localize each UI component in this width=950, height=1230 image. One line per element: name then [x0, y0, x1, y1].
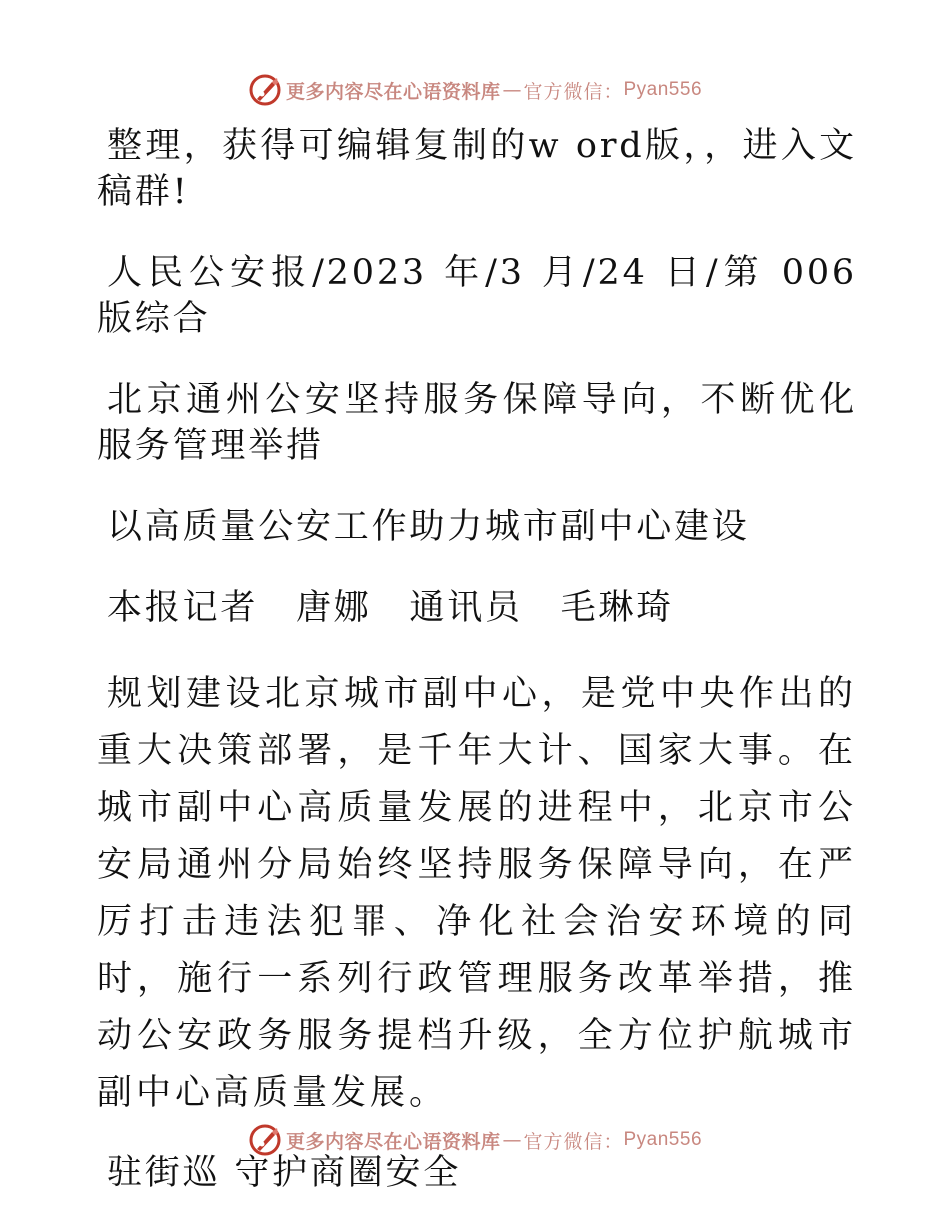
- section-heading: 驻街巡 守护商圈安全: [107, 1153, 462, 1193]
- body-paragraph: 规划建设北京城市副中心，是党中央作出的重大决策部署，是千年大计、国家大事。在城市副中心高质量发展的进程中，北京市公安局通州分局始终坚持服务保障导向，在严厉打击违法犯罪、净化社会治安环境的同时，施行一系列行政管理服务改革举措，推动公安政务服务提档升级，全方位护航城市副中心高质量发展。: [97, 674, 857, 1113]
- promo-note: 整理，获得可编辑复制的w ord版，，进入文稿群!: [97, 126, 857, 212]
- watermark-separator: —: [502, 1129, 522, 1151]
- watermark-text: 更多内容尽在心语资料库: [285, 80, 501, 103]
- quill-pen-circle-icon: [248, 73, 282, 107]
- article-title: 以高质量公安工作助力城市副中心建设: [107, 507, 750, 547]
- byline: 本报记者 唐娜 通讯员 毛琳琦: [107, 588, 675, 628]
- article-subtitle: 北京通州公安坚持服务保障导向，不断优化服务管理举措: [97, 380, 857, 466]
- watermark-separator: —: [502, 79, 522, 101]
- watermark-label: 官方微信：: [523, 80, 624, 103]
- watermark-label: 官方微信：: [523, 1130, 624, 1153]
- source-line: 人民公安报/2023 年/3 月/24 日/第 006 版综合: [97, 253, 857, 339]
- watermark-footer: [0, 1120, 950, 1160]
- watermark-text: 更多内容尽在心语资料库: [285, 1130, 501, 1153]
- document-body: [97, 123, 857, 1196]
- watermark-wechat-id: Pyan556: [623, 1129, 703, 1150]
- watermark-wechat-id: Pyan556: [623, 79, 703, 100]
- watermark-header: [0, 70, 950, 110]
- quill-pen-circle-icon: [248, 1123, 282, 1157]
